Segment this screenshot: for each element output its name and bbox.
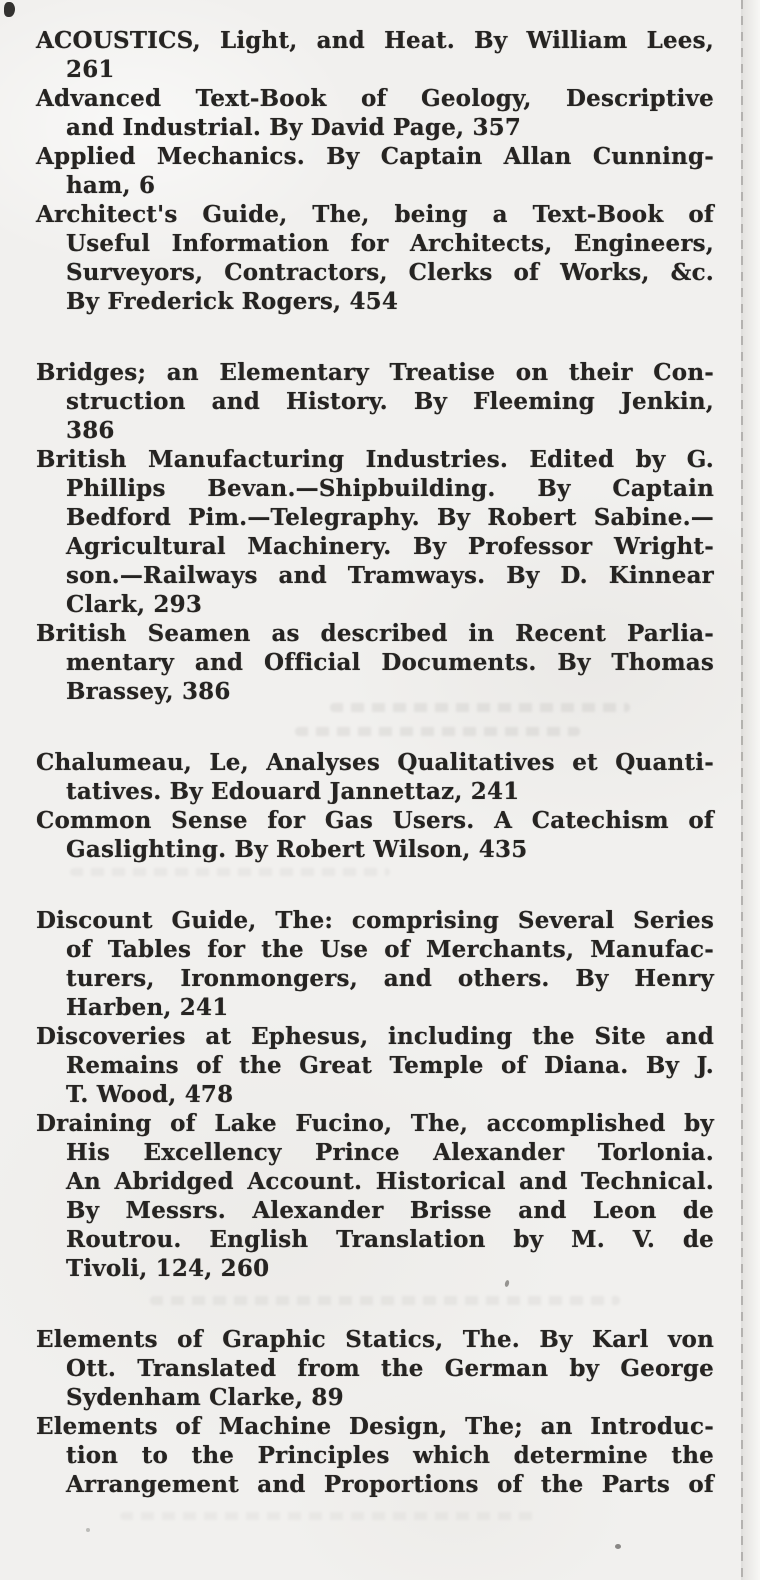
entry-line: Architect's Guide, The, being a Text-Book of bbox=[36, 201, 714, 228]
entry-line: son.—Railways and Tramways. By D. Kinnear bbox=[66, 562, 714, 589]
entry-line: turers, Ironmongers, and others. By Henry bbox=[66, 965, 714, 992]
entry-line: Arrangement and Proportions of the Parts of bbox=[66, 1471, 714, 1498]
index-entry bbox=[36, 358, 714, 445]
entry-line: Useful Information for Architects, Engineers, bbox=[66, 230, 714, 257]
entry-line: Elements of Machine Design, The; an Introduc- bbox=[36, 1413, 714, 1440]
entry-line: Clark, 293 bbox=[66, 591, 203, 618]
index-section-D bbox=[36, 906, 714, 1283]
entry-line: struction and History. By Fleeming Jenkin, bbox=[66, 388, 714, 415]
entry-line: Applied Mechanics. By Captain Allan Cunning- bbox=[36, 143, 714, 170]
index-entry bbox=[36, 26, 714, 84]
entry-line: Bedford Pim.—Telegraphy. By Robert Sabine.— bbox=[66, 504, 714, 531]
index-section-E bbox=[36, 1325, 714, 1499]
entry-line: Elements of Graphic Statics, The. By Karl von bbox=[36, 1326, 714, 1353]
entry-line: Gaslighting. By Robert Wilson, 435 bbox=[66, 836, 528, 863]
index-entry bbox=[36, 619, 714, 706]
entry-line: Discoveries at Ephesus, including the Site and bbox=[36, 1023, 714, 1050]
entry-line: Brassey, 386 bbox=[66, 678, 231, 705]
entry-line: Bridges; an Elementary Treatise on their Con- bbox=[36, 359, 714, 386]
index-section-A bbox=[36, 26, 714, 316]
entry-line: ham, 6 bbox=[66, 172, 156, 199]
entry-line: Sydenham Clarke, 89 bbox=[66, 1384, 344, 1411]
index-entry bbox=[36, 806, 714, 864]
ink-speck bbox=[86, 1528, 90, 1532]
entry-line: An Abridged Account. Historical and Technical. bbox=[66, 1168, 714, 1195]
entry-line: Surveyors, Contractors, Clerks of Works, &c. bbox=[66, 259, 714, 286]
bleed-through-text bbox=[120, 1512, 540, 1520]
entry-line: Chalumeau, Le, Analyses Qualitatives et Quanti- bbox=[36, 749, 714, 776]
entry-line: British Manufacturing Industries. Edited by G. bbox=[36, 446, 714, 473]
index-text-block bbox=[36, 26, 714, 1499]
entry-line: and Industrial. By David Page, 357 bbox=[66, 114, 522, 141]
index-entry bbox=[36, 200, 714, 316]
entry-line: Ott. Translated from the German by George bbox=[66, 1355, 714, 1382]
entry-line: Harben, 241 bbox=[66, 994, 229, 1021]
entry-line: Agricultural Machinery. By Professor Wright- bbox=[66, 533, 714, 560]
entry-line: Routrou. English Translation by M. V. de bbox=[66, 1226, 714, 1253]
index-section-B bbox=[36, 358, 714, 706]
entry-line: Phillips Bevan.—Shipbuilding. By Captain bbox=[66, 475, 714, 502]
page-edge-strip bbox=[743, 0, 760, 1580]
entry-line: of Tables for the Use of Merchants, Manufac- bbox=[66, 936, 714, 963]
entry-line: Draining of Lake Fucino, The, accomplished by bbox=[36, 1110, 714, 1137]
entry-line: mentary and Official Documents. By Thomas bbox=[66, 649, 714, 676]
index-section-C bbox=[36, 748, 714, 864]
index-entry bbox=[36, 445, 714, 619]
index-entry bbox=[36, 748, 714, 806]
entry-line: tion to the Principles which determine the bbox=[66, 1442, 714, 1469]
index-entry bbox=[36, 1325, 714, 1412]
entry-line: Advanced Text-Book of Geology, Descriptive bbox=[36, 85, 714, 112]
entry-line: Remains of the Great Temple of Diana. By J. bbox=[66, 1052, 714, 1079]
entry-line: Common Sense for Gas Users. A Catechism of bbox=[36, 807, 714, 834]
index-entry bbox=[36, 1022, 714, 1109]
entry-line: ACOUSTICS, Light, and Heat. By William Lees, bbox=[36, 27, 714, 54]
entry-line: His Excellency Prince Alexander Torlonia. bbox=[66, 1139, 714, 1166]
entry-line: 261 bbox=[66, 56, 115, 83]
entry-line: Tivoli, 124, 260 bbox=[66, 1255, 270, 1282]
entry-line: T. Wood, 478 bbox=[66, 1081, 234, 1108]
index-entry bbox=[36, 906, 714, 1022]
entry-line: By Messrs. Alexander Brisse and Leon de bbox=[66, 1197, 714, 1224]
ink-speck bbox=[615, 1544, 621, 1549]
index-entry bbox=[36, 142, 714, 200]
index-entry bbox=[36, 1109, 714, 1283]
index-entry bbox=[36, 84, 714, 142]
entry-line: By Frederick Rogers, 454 bbox=[66, 288, 399, 315]
entry-line: 386 bbox=[66, 417, 115, 444]
entry-line: Discount Guide, The: comprising Several Series bbox=[36, 907, 714, 934]
page-edge-line bbox=[741, 0, 743, 1580]
entry-line: tatives. By Edouard Jannettaz, 241 bbox=[66, 778, 520, 805]
entry-line: British Seamen as described in Recent Parlia- bbox=[36, 620, 714, 647]
ink-blot bbox=[4, 2, 15, 17]
index-entry bbox=[36, 1412, 714, 1499]
